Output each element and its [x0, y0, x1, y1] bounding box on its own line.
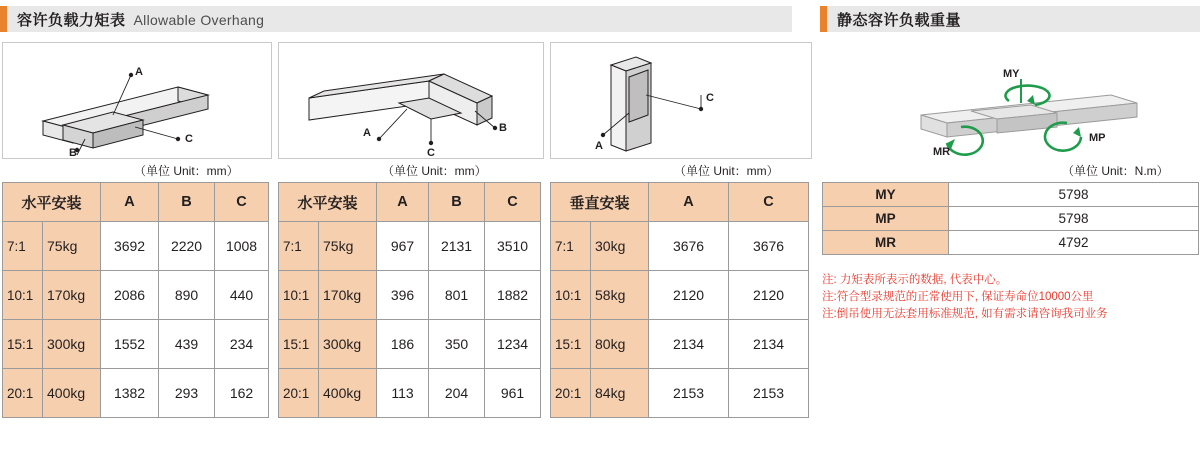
cell-ratio: 20:1 — [551, 369, 591, 418]
cell-b: 439 — [159, 320, 215, 369]
diagram-1-svg — [3, 43, 271, 158]
cell-ratio: 15:1 — [3, 320, 43, 369]
table-row — [279, 320, 541, 369]
cell-moment-value: 5798 — [949, 183, 1199, 207]
cell-load: 58kg — [591, 271, 649, 320]
cell-b: 204 — [429, 369, 485, 418]
cell-a: 3676 — [649, 222, 729, 271]
cell-c: 162 — [215, 369, 269, 418]
cell-b: 293 — [159, 369, 215, 418]
cell-c: 2120 — [729, 271, 809, 320]
col-header-mount: 水平安装 — [279, 183, 377, 222]
svg-text:C: C — [427, 147, 435, 158]
svg-text:B: B — [499, 122, 507, 134]
section-header-titles-right — [827, 9, 961, 30]
table-row — [3, 320, 269, 369]
col-header-c: C — [729, 183, 809, 222]
section-title-en: Allowable Overhang — [133, 11, 265, 28]
cell-c: 1234 — [485, 320, 541, 369]
unit-label-mm-1: （单位 Unit：mm） — [134, 164, 239, 178]
diagram-3-svg — [551, 43, 811, 158]
svg-text:MP: MP — [1089, 132, 1106, 144]
note-line-2: 注:符合型录规范的正常使用下, 保证寿命位10000公里 — [822, 291, 1094, 303]
diagram-horizontal-1 — [2, 42, 272, 159]
cell-a: 967 — [377, 222, 429, 271]
unit-label-mm-3: （单位 Unit：mm） — [674, 164, 779, 178]
cell-a: 1382 — [101, 369, 159, 418]
cell-load: 400kg — [43, 369, 101, 418]
table-row — [3, 369, 269, 418]
table-horizontal-1 — [2, 182, 269, 418]
table-header-row — [3, 183, 269, 222]
cell-a: 396 — [377, 271, 429, 320]
cell-b: 801 — [429, 271, 485, 320]
cell-load: 400kg — [319, 369, 377, 418]
table-horizontal-2 — [278, 182, 541, 418]
table-static-moments — [822, 182, 1199, 255]
svg-text:A: A — [595, 140, 603, 152]
cell-c: 234 — [215, 320, 269, 369]
cell-c: 2134 — [729, 320, 809, 369]
cell-load: 80kg — [591, 320, 649, 369]
svg-text:C: C — [185, 133, 193, 145]
table-row — [823, 207, 1199, 231]
cell-ratio: 20:1 — [279, 369, 319, 418]
section-header-allowable-overhang — [0, 6, 792, 32]
cell-ratio: 7:1 — [551, 222, 591, 271]
diagram-4-svg — [821, 43, 1199, 158]
cell-a: 2120 — [649, 271, 729, 320]
cell-moment-key: MY — [823, 183, 949, 207]
cell-load: 170kg — [43, 271, 101, 320]
table-row — [551, 320, 809, 369]
svg-text:MR: MR — [933, 146, 951, 158]
cell-c: 1008 — [215, 222, 269, 271]
svg-text:A: A — [363, 127, 371, 139]
cell-a: 3692 — [101, 222, 159, 271]
notes-block — [822, 272, 1200, 323]
cell-load: 84kg — [591, 369, 649, 418]
note-line-3: 注:倒吊使用无法套用标准规范, 如有需求请咨询我司业务 — [822, 308, 1108, 320]
cell-load: 170kg — [319, 271, 377, 320]
cell-ratio: 10:1 — [551, 271, 591, 320]
unit-label-mm-2: （单位 Unit：mm） — [382, 164, 487, 178]
col-header-a: A — [101, 183, 159, 222]
cell-moment-value: 4792 — [949, 231, 1199, 255]
table-vertical — [550, 182, 809, 418]
diagram-horizontal-2 — [278, 42, 544, 159]
note-line-1: 注: 力矩表所表示的数据, 代表中心。 — [822, 274, 1008, 286]
cell-b: 2131 — [429, 222, 485, 271]
cell-moment-key: MP — [823, 207, 949, 231]
cell-c: 440 — [215, 271, 269, 320]
cell-c: 2153 — [729, 369, 809, 418]
col-header-mount: 水平安装 — [3, 183, 101, 222]
cell-load: 30kg — [591, 222, 649, 271]
cell-b: 350 — [429, 320, 485, 369]
table-row — [551, 271, 809, 320]
table-row — [551, 369, 809, 418]
table-row — [823, 231, 1199, 255]
cell-b: 2220 — [159, 222, 215, 271]
cell-a: 2086 — [101, 271, 159, 320]
col-header-c: C — [485, 183, 541, 222]
table-row — [823, 183, 1199, 207]
cell-c: 1882 — [485, 271, 541, 320]
cell-ratio: 15:1 — [551, 320, 591, 369]
col-header-a: A — [649, 183, 729, 222]
table-row — [279, 222, 541, 271]
col-header-c: C — [215, 183, 269, 222]
cell-load: 300kg — [319, 320, 377, 369]
cell-ratio: 10:1 — [279, 271, 319, 320]
unit-label-nm: （单位 Unit：N.m） — [1062, 164, 1169, 178]
cell-ratio: 10:1 — [3, 271, 43, 320]
section-header-titles — [7, 9, 264, 30]
table-row — [551, 222, 809, 271]
table-row — [279, 271, 541, 320]
cell-ratio: 15:1 — [279, 320, 319, 369]
cell-a: 2153 — [649, 369, 729, 418]
diagram-moments — [820, 42, 1200, 159]
col-header-a: A — [377, 183, 429, 222]
cell-ratio: 7:1 — [279, 222, 319, 271]
cell-moment-key: MR — [823, 231, 949, 255]
cell-ratio: 7:1 — [3, 222, 43, 271]
cell-c: 961 — [485, 369, 541, 418]
table-row — [3, 222, 269, 271]
svg-text:A: A — [135, 66, 143, 78]
accent-bar-right — [820, 6, 827, 32]
svg-text:C: C — [706, 92, 714, 104]
cell-load: 300kg — [43, 320, 101, 369]
table-header-row — [279, 183, 541, 222]
table-row — [279, 369, 541, 418]
section-header-static-allowable-load — [820, 6, 1200, 32]
cell-ratio: 20:1 — [3, 369, 43, 418]
accent-bar — [0, 6, 7, 32]
cell-load: 75kg — [43, 222, 101, 271]
cell-b: 890 — [159, 271, 215, 320]
cell-a: 186 — [377, 320, 429, 369]
svg-text:B: B — [69, 147, 77, 158]
section-title-cn-right: 静态容许负载重量 — [837, 11, 962, 29]
table-row — [3, 271, 269, 320]
cell-a: 2134 — [649, 320, 729, 369]
cell-c: 3510 — [485, 222, 541, 271]
cell-a: 113 — [377, 369, 429, 418]
col-header-mount: 垂直安装 — [551, 183, 649, 222]
col-header-b: B — [429, 183, 485, 222]
svg-text:MY: MY — [1003, 68, 1020, 80]
cell-a: 1552 — [101, 320, 159, 369]
cell-load: 75kg — [319, 222, 377, 271]
table-header-row — [551, 183, 809, 222]
diagram-2-svg — [279, 43, 543, 158]
cell-moment-value: 5798 — [949, 207, 1199, 231]
col-header-b: B — [159, 183, 215, 222]
section-title-cn: 容许负载力矩表 — [17, 11, 126, 29]
cell-c: 3676 — [729, 222, 809, 271]
diagram-vertical — [550, 42, 812, 159]
